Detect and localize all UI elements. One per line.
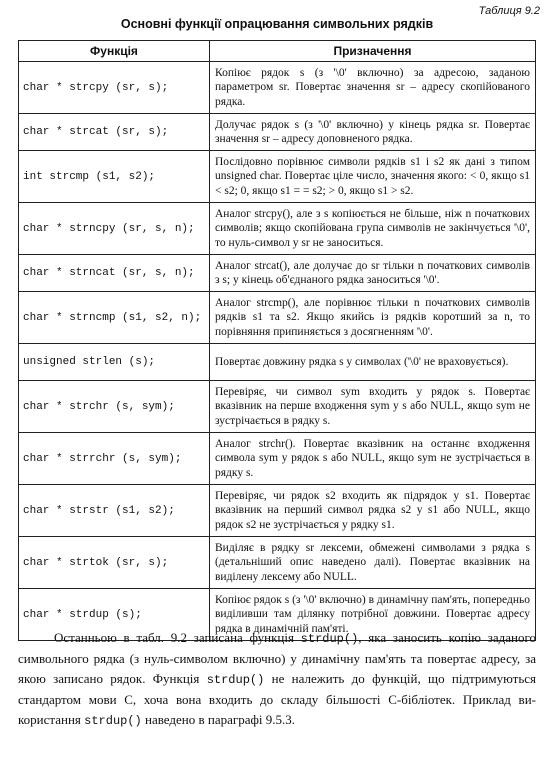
- function-signature: int strcmp (s1, s2);: [19, 151, 210, 203]
- table-row: [19, 292, 536, 344]
- table-header-row: [19, 41, 536, 62]
- function-signature: char * strncat (sr, s, n);: [19, 255, 210, 292]
- function-description: Перевіряє, чи рядок s2 входить як підрядок у s1. Повертає вказівник на перший символ рядка s2 у s1 або NULL, якщо рядок s2 не зустрічається у рядку s1.: [210, 485, 536, 537]
- function-signature: char * strcat (sr, s);: [19, 114, 210, 151]
- function-signature: char * strncmp (s1, s2, n);: [19, 292, 210, 344]
- table-row: [19, 151, 536, 203]
- function-description: Аналог strcat(), але долучає до sr тільки n початкових символів з s; у кінець об'єднаного рядка заноситься '\0'.: [210, 255, 536, 292]
- paragraph-code-2: strdup(): [206, 673, 265, 687]
- table-row: [19, 381, 536, 433]
- paragraph-text-1: Останньою в табл. 9.2 записана функція: [54, 630, 301, 645]
- function-signature: char * strdup (s);: [19, 589, 210, 641]
- header-purpose: Призначення: [210, 41, 536, 62]
- function-description: Перевіряє, чи символ sym входить у рядок s. Повертає вказівник на перше входження sym у s або NULL, якщо sym не зустрічається в рядку s.: [210, 381, 536, 433]
- function-description: Долучає рядок s (з '\0' включно) у кінець рядка sr. Повертає значення sr – адресу доповненого рядка.: [210, 114, 536, 151]
- body-paragraph: [18, 628, 536, 731]
- function-description: Послідовно порівнює символи рядків s1 і s2 як дані з типом unsigned char. Повертає ціле число, значення якого: < 0, якщо s1 < s2; 0, якщо s1 = = s2; > 0, якщо s1 > s2.: [210, 151, 536, 203]
- function-description: Аналог strchr(). Повертає вказівник на останнє входження символа sym у рядок s або NULL, якщо sym не зустрічається в рядку s.: [210, 433, 536, 485]
- function-signature: char * strcpy (sr, s);: [19, 62, 210, 114]
- paragraph-text-3: не належить до функцій, що підтримуються стандартом мови С, хоча вона входить до складу більшості С-бібліотек. Приклад використання: [18, 671, 536, 727]
- function-description: Аналог strcpy(), але з s копіюється не більше, ніж n початкових символів; якщо скопійована група символів не закінчується '\0', то нуль-символ у sr не заноситься.: [210, 203, 536, 255]
- paragraph-text-2: , яка заносить копію заданого символьного рядка (з нуль-символом включно) у динамічну пам'ять та повертає адресу, за якою записано рядок. Функція: [18, 630, 536, 686]
- table-row: [19, 203, 536, 255]
- paragraph-code-1: strdup(): [300, 632, 359, 646]
- table-row: [19, 433, 536, 485]
- function-signature: char * strtok (sr, s);: [19, 537, 210, 589]
- table-row: [19, 537, 536, 589]
- function-description: Копіює рядок s (з '\0' включно) за адресою, заданою параметром sr. Повертає значення sr – адресу скопійованого рядка.: [210, 62, 536, 114]
- function-signature: char * strrchr (s, sym);: [19, 433, 210, 485]
- functions-table: [18, 40, 536, 641]
- paragraph-code-3: strdup(): [84, 714, 142, 728]
- function-description: Копіює рядок s (з '\0' включно) в динамічну пам'ять, попередньо виділивши там ділянку потрібної довжини. Повертає адресу рядка в динамічній пам'яті.: [210, 589, 536, 641]
- function-signature: unsigned strlen (s);: [19, 344, 210, 381]
- function-signature: char * strncpy (sr, s, n);: [19, 203, 210, 255]
- function-signature: char * strchr (s, sym);: [19, 381, 210, 433]
- table-row: [19, 344, 536, 381]
- function-signature: char * strstr (s1, s2);: [19, 485, 210, 537]
- table-row: [19, 255, 536, 292]
- table-title: Основні функції опрацювання символьних рядків: [120, 17, 434, 31]
- table-row: [19, 62, 536, 114]
- header-function: Функція: [19, 41, 210, 62]
- function-description: Аналог strcmp(), але порівнює тільки n початкових символів рядків s1 та s2. Якщо якийсь із рядків коротший за n, то порівняння припиняється з досягненням '\0'.: [210, 292, 536, 344]
- table-row: [19, 485, 536, 537]
- function-description: Повертає довжину рядка s у символах ('\0' не враховується).: [210, 344, 536, 381]
- paragraph-text-4: наведено в параграфі 9.5.3.: [141, 712, 296, 727]
- table-row: [19, 114, 536, 151]
- table-caption: Таблиця 9.2: [478, 5, 540, 17]
- function-description: Виділяє в рядку sr лексеми, обмежені символами з рядка s (детальніший опис наведено далі). Повертає вказівник на виділену лексему або NULL.: [210, 537, 536, 589]
